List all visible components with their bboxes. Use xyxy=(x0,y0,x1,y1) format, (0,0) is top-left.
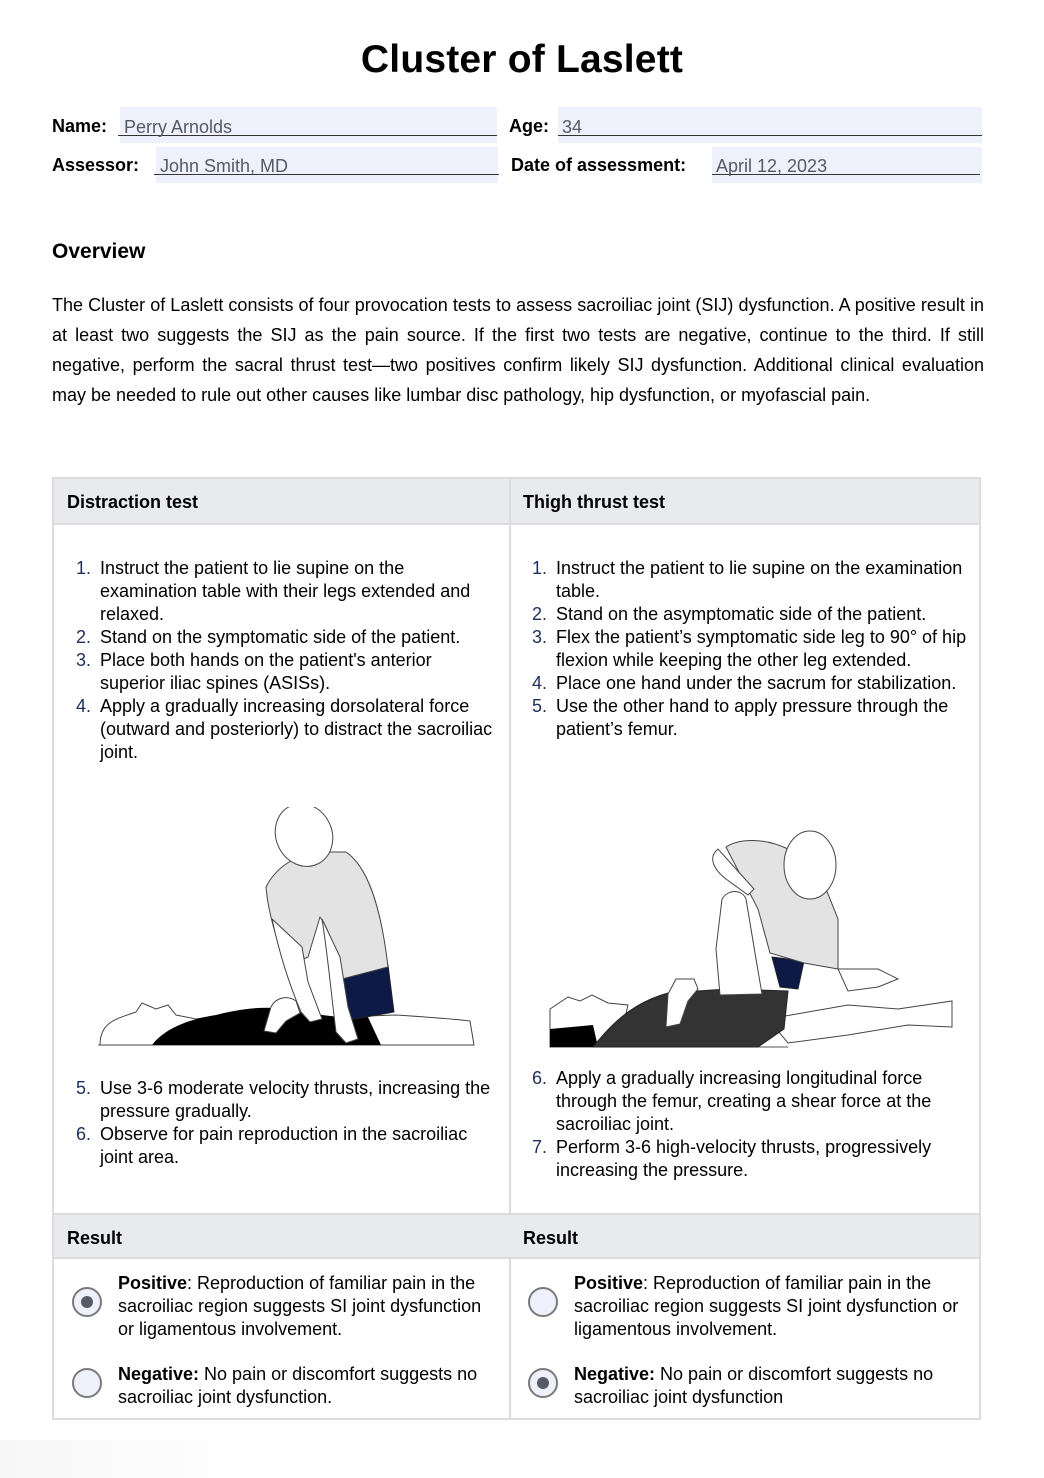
list-item: 5. Use 3-6 moderate velocity thrusts, increasing the pressure gradually. xyxy=(76,1078,491,1121)
thigh-thrust-steps-list xyxy=(532,557,972,741)
distraction-negative-option: Negative: No pain or discomfort suggests no sacroiliac joint dysfunction. xyxy=(118,1364,478,1407)
overview-heading: Overview xyxy=(52,240,146,263)
distraction-positive-radio[interactable] xyxy=(72,1287,102,1317)
list-item: 1. Instruct the patient to lie supine on the examination table with their legs extended and relaxed. xyxy=(76,558,471,624)
page-footer-shade xyxy=(0,1440,260,1478)
age-label: Age: xyxy=(509,116,549,136)
list-item: 5. Use the other hand to apply pressure through the patient’s femur. xyxy=(532,696,949,739)
age-underline xyxy=(558,135,982,136)
date-label: Date of assessment: xyxy=(511,155,687,175)
thigh-thrust-steps-list-continued xyxy=(532,1067,972,1182)
thigh-thrust-positive-radio[interactable] xyxy=(528,1287,558,1317)
thigh-thrust-positive-option: Positive: Reproduction of familiar pain in the sacroiliac region suggests SI joint dysfunction or ligamentous involvement. xyxy=(574,1273,959,1339)
distraction-steps-list xyxy=(76,557,496,764)
list-item: 6. Apply a gradually increasing longitudinal force through the femur, creating a shear force at the sacroiliac joint. xyxy=(532,1068,932,1134)
thigh-thrust-test-heading: Thigh thrust test xyxy=(523,492,665,512)
thigh-thrust-negative-radio[interactable] xyxy=(528,1368,558,1398)
list-item: 2. Stand on the asymptomatic side of the patient. xyxy=(532,604,927,624)
tests-table xyxy=(52,477,981,1420)
assessor-value: John Smith, MD xyxy=(160,156,289,176)
list-item: 2. Stand on the symptomatic side of the patient. xyxy=(76,627,461,647)
result-header-row xyxy=(54,1213,979,1259)
name-value: Perry Arnolds xyxy=(124,117,233,137)
list-item: 1. Instruct the patient to lie supine on the examination table. xyxy=(532,558,963,601)
overview-text: The Cluster of Laslett consists of four provocation tests to assess sacroiliac joint (SIJ) dysfunction. A positive result in at least two suggests the SIJ as the pain source. If the first two tests are negative, continue to the third. If still negative, perform the sacral thrust test—two positives confirm likely SIJ dysfunction. Additional clinical evaluation may be needed to rule out other causes like lumbar disc pathology, hip dysfunction, or myofascial pain. xyxy=(52,295,984,405)
list-item: 3. Place both hands on the patient's anterior superior iliac spines (ASISs). xyxy=(76,650,432,693)
page-title: Cluster of Laslett xyxy=(360,38,684,81)
tests-header-row xyxy=(54,479,979,525)
name-label: Name: xyxy=(52,116,108,136)
assessor-label: Assessor: xyxy=(52,155,140,175)
list-item: 3. Flex the patient’s symptomatic side leg to 90° of hip flexion while keeping the other leg extended. xyxy=(532,627,967,670)
list-item: 4. Apply a gradually increasing dorsolateral force (outward and posteriorly) to distract the sacroiliac joint. xyxy=(76,696,493,762)
thigh-thrust-negative-option: Negative: No pain or discomfort suggests no sacroiliac joint dysfunction xyxy=(574,1364,934,1407)
distraction-result-heading: Result xyxy=(67,1228,123,1248)
distraction-test-heading: Distraction test xyxy=(67,492,199,512)
distraction-negative-radio[interactable] xyxy=(72,1368,102,1398)
distraction-positive-option: Positive: Reproduction of familiar pain in the sacroiliac region suggests SI joint dysfunction or ligamentous involvement. xyxy=(118,1273,482,1339)
list-item: 6. Observe for pain reproduction in the sacroiliac joint area. xyxy=(76,1124,468,1167)
thigh-thrust-result-heading: Result xyxy=(523,1228,579,1248)
age-field[interactable] xyxy=(558,107,982,143)
list-item: 7. Perform 3-6 high-velocity thrusts, progressively increasing the pressure. xyxy=(532,1137,932,1180)
distraction-steps-list-continued xyxy=(76,1077,496,1169)
date-value: April 12, 2023 xyxy=(716,156,828,176)
column-divider xyxy=(509,479,511,1418)
list-item: 4. Place one hand under the sacrum for stabilization. xyxy=(532,673,957,693)
thigh-thrust-test-illustration xyxy=(548,829,958,1049)
age-value: 34 xyxy=(562,117,583,137)
distraction-test-illustration xyxy=(96,807,480,1047)
